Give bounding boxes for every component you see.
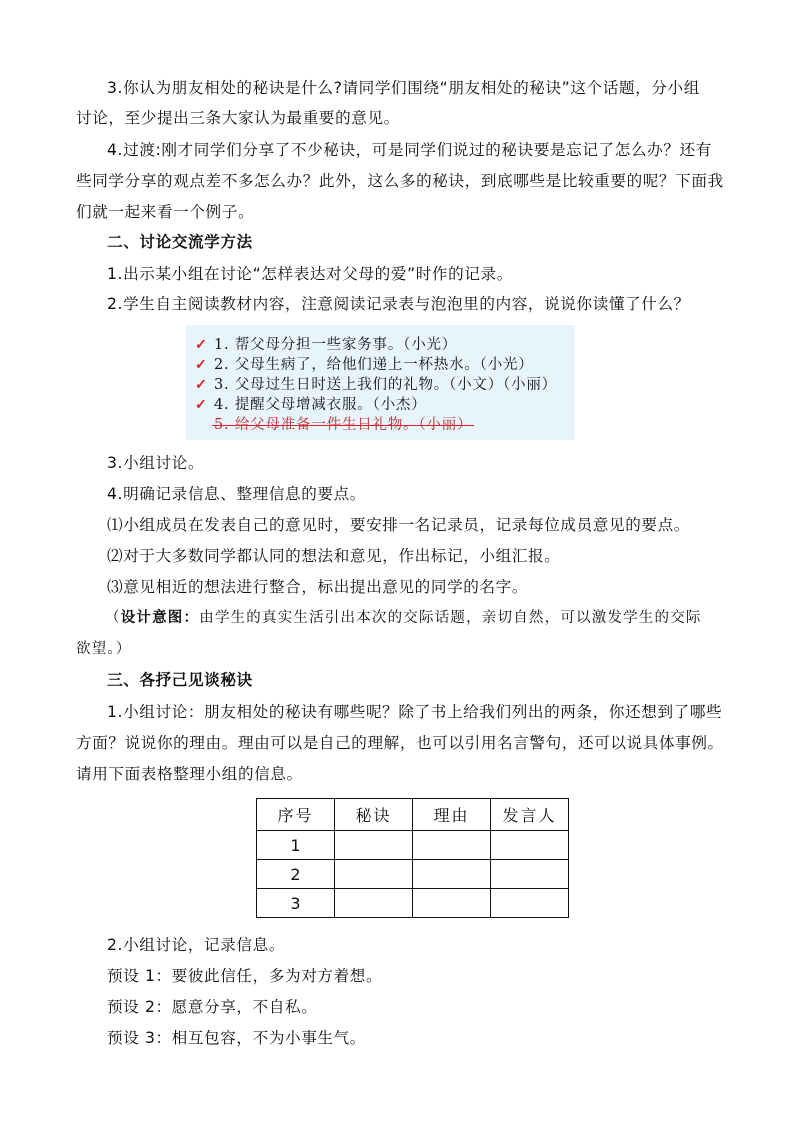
table-header-cell: 发言人 bbox=[491, 799, 569, 831]
checklist-row bbox=[186, 335, 575, 355]
paragraph-4-line-2: 些同学分享的观点差不多怎么办？此外，这么多的秘诀，到底哪些是比较重要的呢？下面我 bbox=[76, 172, 724, 190]
table-cell bbox=[335, 831, 413, 860]
section-2-item-1: 1.出示某小组在讨论“怎样表达对父母的爱”时作的记录。 bbox=[107, 265, 513, 283]
design-intent-line-1 bbox=[105, 608, 702, 628]
section-2-sub-3: ⑶意见相近的想法进行整合，标出提出意见的同学的名字。 bbox=[107, 578, 529, 596]
checklist-row bbox=[186, 395, 575, 415]
table-cell bbox=[413, 831, 491, 860]
table-row bbox=[257, 860, 569, 889]
table-cell bbox=[413, 860, 491, 889]
checklist-text: 1. 帮父母分担一些家务事。（小光） bbox=[214, 337, 458, 353]
section-3-heading: 三、各抒己见谈秘诀 bbox=[107, 671, 253, 689]
section-3-item-2: 2.小组讨论，记录信息。 bbox=[107, 936, 286, 954]
checklist-row-struck bbox=[186, 415, 575, 435]
table-row bbox=[257, 889, 569, 918]
design-intent-line-2: 欲望。） bbox=[76, 641, 132, 657]
checkmark-icon: ✓ bbox=[195, 397, 208, 413]
preset-1: 预设 1：要彼此信任，多为对方着想。 bbox=[107, 967, 383, 985]
section-2-item-4: 4.明确记录信息、整理信息的要点。 bbox=[107, 485, 366, 503]
preset-3: 预设 3：相互包容，不为小事生气。 bbox=[107, 1029, 366, 1047]
table-row bbox=[257, 831, 569, 860]
checkmark-icon: ✓ bbox=[195, 337, 208, 353]
table-cell bbox=[335, 889, 413, 918]
section-3-item-1-line-3: 请用下面表格整理小组的信息。 bbox=[76, 765, 303, 783]
checklist-text: 3. 父母过生日时送上我们的礼物。（小文）（小丽） bbox=[214, 377, 557, 393]
checklist-text: 2. 父母生病了，给他们递上一杯热水。（小光） bbox=[214, 357, 534, 373]
design-intent-label: 设计意图： bbox=[120, 609, 200, 626]
paragraph-3-line-1: 3.你认为朋友相处的秘诀是什么?请同学们围绕“朋友相处的秘诀”这个话题，分小组 bbox=[107, 79, 700, 97]
table-header-cell: 秘诀 bbox=[335, 799, 413, 831]
paragraph-4-line-1: 4.过渡:刚才同学们分享了不少秘诀，可是同学们说过的秘诀要是忘记了怎么办？还有 bbox=[107, 141, 712, 159]
table-cell bbox=[491, 889, 569, 918]
checklist-text: 4. 提醒父母增减衣服。（小杰） bbox=[214, 397, 427, 413]
section-3-item-1-line-2: 方面？说说你的理由。理由可以是自己的理解，也可以引用名言警句，还可以说具体事例。 bbox=[76, 734, 724, 752]
section-2-sub-2: ⑵对于大多数同学都认同的想法和意见，作出标记，小组汇报。 bbox=[107, 547, 561, 565]
table-header-cell: 理由 bbox=[413, 799, 491, 831]
table-cell: 1 bbox=[257, 831, 335, 860]
checklist-row bbox=[186, 375, 575, 395]
strikethrough-line bbox=[212, 425, 474, 426]
design-intent-text: 由学生的真实生活引出本次的交际话题，亲切自然，可以激发学生的交际 bbox=[199, 610, 702, 626]
table-header-cell: 序号 bbox=[257, 799, 335, 831]
section-2-sub-1: ⑴小组成员在发表自己的意见时，要安排一名记录员，记录每位成员意见的要点。 bbox=[107, 516, 690, 534]
table-header-row bbox=[257, 799, 569, 831]
table-cell: 3 bbox=[257, 889, 335, 918]
section-3-item-1-line-1: 1.小组讨论：朋友相处的秘诀有哪些呢？除了书上给我们列出的两条，你还想到了哪些 bbox=[107, 703, 723, 721]
section-2-heading: 二、讨论交流学方法 bbox=[107, 233, 253, 251]
checklist-text: 5. 给父母准备一件生日礼物。（小丽） bbox=[214, 417, 473, 433]
table-cell bbox=[491, 831, 569, 860]
design-intent-open: （ bbox=[105, 610, 121, 626]
table-cell bbox=[335, 860, 413, 889]
section-2-item-3: 3.小组讨论。 bbox=[107, 454, 205, 472]
table-cell bbox=[413, 889, 491, 918]
preset-2: 预设 2：愿意分享，不自私。 bbox=[107, 998, 318, 1016]
secret-table bbox=[256, 798, 569, 918]
paragraph-3-line-2: 讨论，至少提出三条大家认为最重要的意见。 bbox=[76, 109, 400, 127]
section-2-item-2: 2.学生自主阅读教材内容，注意阅读记录表与泡泡里的内容，说说你读懂了什么？ bbox=[107, 295, 690, 313]
table-cell bbox=[491, 860, 569, 889]
paragraph-4-line-3: 们就一起来看一个例子。 bbox=[76, 203, 255, 221]
checkmark-icon: ✓ bbox=[195, 357, 208, 373]
record-checklist-figure bbox=[186, 325, 575, 440]
checkmark-icon: ✓ bbox=[195, 377, 208, 393]
checklist-row bbox=[186, 355, 575, 375]
table-cell: 2 bbox=[257, 860, 335, 889]
